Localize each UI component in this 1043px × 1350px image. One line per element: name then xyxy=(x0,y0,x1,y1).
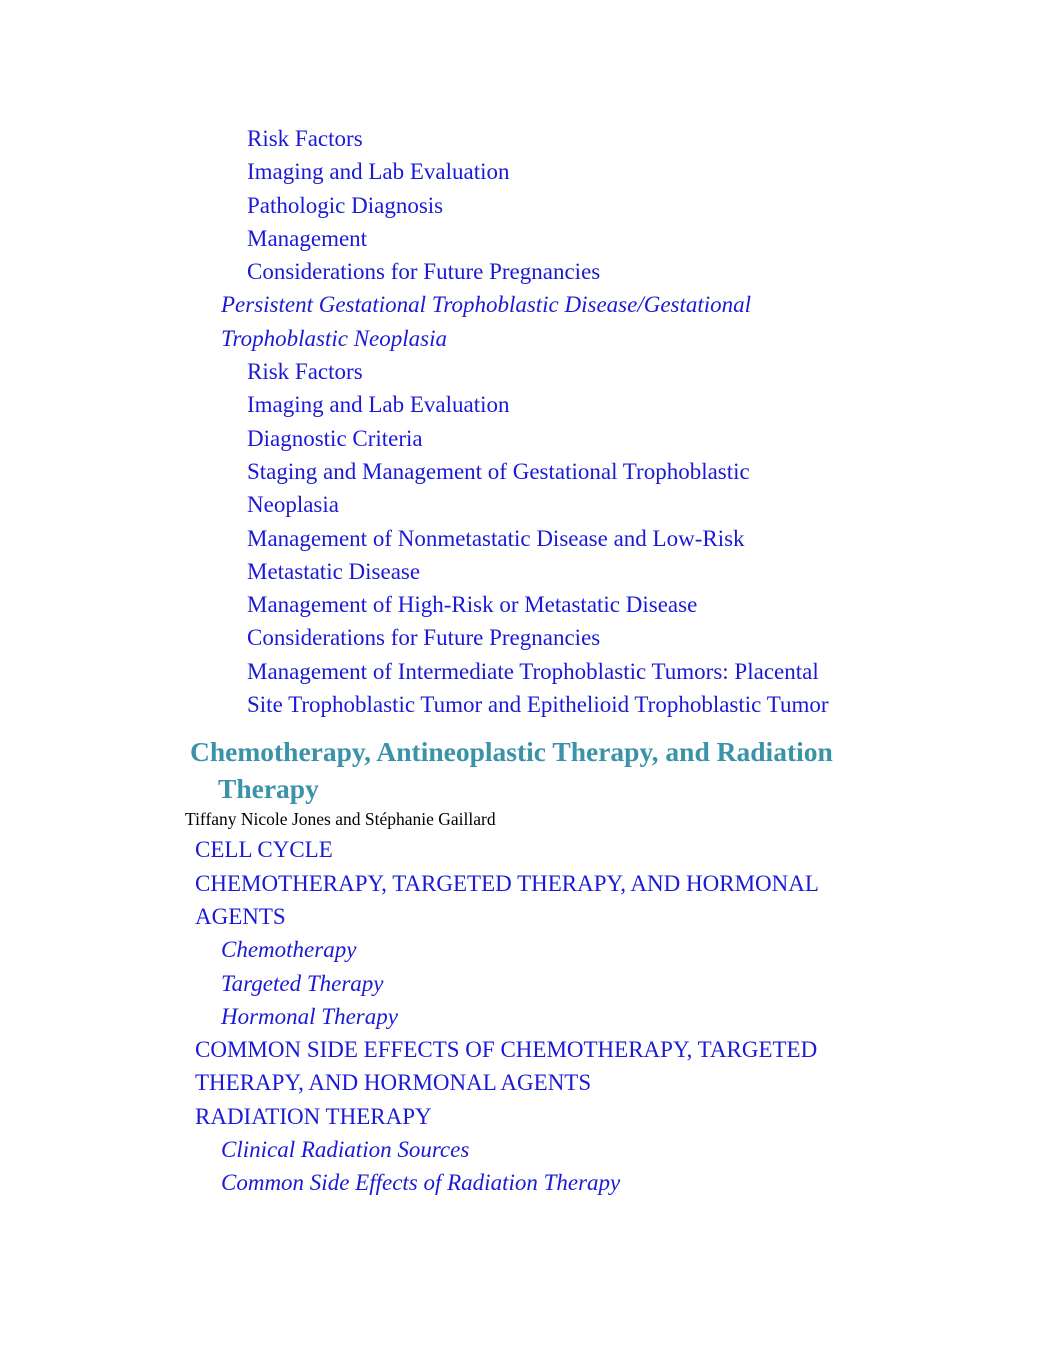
toc-entry[interactable] xyxy=(0,1100,1043,1133)
toc-link[interactable]: Hormonal Therapy xyxy=(221,1003,398,1029)
toc-entry[interactable] xyxy=(0,1033,1043,1100)
toc-entry[interactable] xyxy=(0,655,1043,722)
toc-entry[interactable] xyxy=(0,189,1043,222)
toc-entry[interactable] xyxy=(0,288,1043,355)
toc-link[interactable]: Management of Nonmetastatic Disease and Low-Risk xyxy=(247,525,745,551)
toc-entry[interactable] xyxy=(0,422,1043,455)
toc-entry[interactable] xyxy=(0,588,1043,621)
toc-link[interactable]: Diagnostic Criteria xyxy=(247,425,423,451)
chapter-title-line: Chemotherapy, Antineoplastic Therapy, and Radiation xyxy=(190,736,833,768)
toc-link[interactable]: Management xyxy=(247,225,368,251)
toc-link[interactable]: THERAPY, AND HORMONAL AGENTS xyxy=(195,1070,592,1096)
toc-link[interactable]: Risk Factors xyxy=(247,359,363,385)
toc-link[interactable]: Risk Factors xyxy=(247,126,363,151)
toc-entry[interactable] xyxy=(0,1166,1043,1199)
toc-link[interactable]: Targeted Therapy xyxy=(221,970,384,996)
toc-link[interactable]: Considerations for Future Pregnancies xyxy=(247,625,601,651)
toc-entry[interactable] xyxy=(0,867,1043,934)
toc-link[interactable]: Management of Intermediate Trophoblastic Tumors: Placental xyxy=(247,658,819,684)
toc-entry[interactable] xyxy=(0,933,1043,966)
toc-link[interactable]: Imaging and Lab Evaluation xyxy=(247,392,510,418)
toc-entry[interactable] xyxy=(0,522,1043,589)
toc-entry[interactable] xyxy=(0,1133,1043,1166)
toc-link[interactable]: Chemotherapy xyxy=(221,937,357,963)
toc-link[interactable]: Site Trophoblastic Tumor and Epithelioid Trophoblastic Tumor xyxy=(247,692,829,718)
toc-link[interactable]: Considerations for Future Pregnancies xyxy=(247,259,601,285)
toc-entry[interactable] xyxy=(0,388,1043,421)
toc-entry[interactable] xyxy=(0,621,1043,654)
toc-entry[interactable] xyxy=(0,355,1043,388)
toc-link[interactable]: Staging and Management of Gestational Trophoblastic xyxy=(247,458,750,484)
toc-entry[interactable] xyxy=(0,122,1043,155)
toc-entry[interactable] xyxy=(0,1000,1043,1033)
toc-link[interactable]: Metastatic Disease xyxy=(247,558,421,584)
toc-link[interactable]: CHEMOTHERAPY, TARGETED THERAPY, AND HORMONAL xyxy=(195,870,819,896)
toc-link[interactable]: Common Side Effects of Radiation Therapy xyxy=(221,1170,621,1196)
toc-entry[interactable] xyxy=(0,455,1043,522)
toc-page xyxy=(0,122,1043,1200)
toc-link[interactable]: Imaging and Lab Evaluation xyxy=(247,159,510,185)
toc-link[interactable]: Trophoblastic Neoplasia xyxy=(221,325,447,351)
chapter-title-line: Therapy xyxy=(218,773,319,805)
toc-entry[interactable] xyxy=(0,967,1043,1000)
toc-link[interactable]: AGENTS xyxy=(195,903,286,929)
toc-link[interactable]: Pathologic Diagnosis xyxy=(247,192,444,218)
toc-link[interactable]: Management of High-Risk or Metastatic Disease xyxy=(247,592,698,618)
toc-list-top xyxy=(0,122,1043,721)
toc-link[interactable]: Persistent Gestational Trophoblastic Disease/Gestational xyxy=(221,292,752,318)
toc-list-chapter xyxy=(0,833,1043,1199)
toc-link[interactable]: RADIATION THERAPY xyxy=(195,1103,432,1129)
chapter-title xyxy=(0,733,1043,807)
toc-entry[interactable] xyxy=(0,222,1043,255)
chapter-authors: Tiffany Nicole Jones and Stéphanie Gaillard xyxy=(185,809,496,830)
toc-link[interactable]: Clinical Radiation Sources xyxy=(221,1137,470,1163)
toc-entry[interactable] xyxy=(0,255,1043,288)
toc-entry[interactable] xyxy=(0,155,1043,188)
toc-entry[interactable] xyxy=(0,833,1043,866)
toc-link[interactable]: COMMON SIDE EFFECTS OF CHEMOTHERAPY, TARGETED xyxy=(195,1037,818,1063)
toc-link[interactable]: CELL CYCLE xyxy=(195,837,333,863)
toc-link[interactable]: Neoplasia xyxy=(247,492,339,518)
